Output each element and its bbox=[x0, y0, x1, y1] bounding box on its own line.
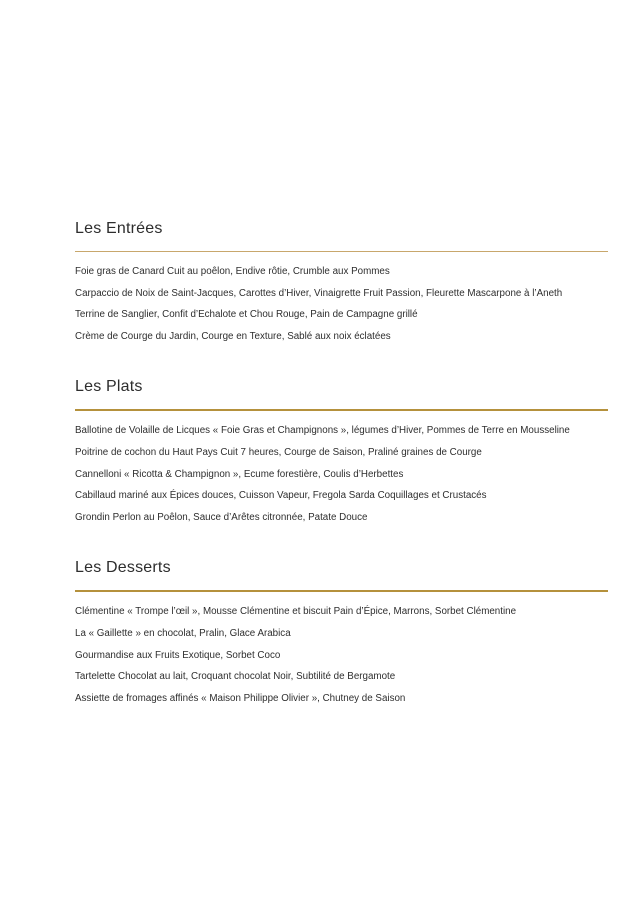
item-list-plats bbox=[75, 420, 608, 528]
section-heading-plats: Les Plats bbox=[75, 378, 143, 396]
item-list-entrees bbox=[75, 261, 608, 347]
menu-item: Poitrine de cochon du Haut Pays Cuit 7 heures, Courge de Saison, Praliné graines de Courge bbox=[75, 446, 482, 458]
section-entrees bbox=[75, 219, 608, 347]
section-desserts bbox=[75, 558, 608, 709]
menu-item: Clémentine « Trompe l’œil », Mousse Clémentine et biscuit Pain d’Épice, Marrons, Sorbet Clémentine bbox=[75, 606, 517, 618]
menu-item: Crème de Courge du Jardin, Courge en Texture, Sablé aux noix éclatées bbox=[75, 330, 391, 342]
item-list-desserts bbox=[75, 601, 608, 709]
section-rule-plats bbox=[75, 409, 608, 411]
menu-content bbox=[75, 0, 608, 709]
menu-item: Foie gras de Canard Cuit au poêlon, Endive rôtie, Crumble aux Pommes bbox=[75, 266, 390, 277]
menu-item: Cannelloni « Ricotta & Champignon », Ecume forestière, Coulis d’Herbettes bbox=[75, 468, 404, 480]
menu-item: Cabillaud mariné aux Épices douces, Cuisson Vapeur, Fregola Sarda Coquillages et Crustacés bbox=[75, 490, 487, 502]
menu-item: Gourmandise aux Fruits Exotique, Sorbet Coco bbox=[75, 649, 281, 661]
menu-item: Assiette de fromages affinés « Maison Philippe Olivier », Chutney de Saison bbox=[75, 692, 406, 704]
menu-item: Tartelette Chocolat au lait, Croquant chocolat Noir, Subtilité de Bergamote bbox=[75, 671, 396, 683]
menu-item: Carpaccio de Noix de Saint-Jacques, Carottes d’Hiver, Vinaigrette Fruit Passion, Fleurette Mascarpone à l’Aneth bbox=[75, 287, 563, 299]
section-heading-desserts: Les Desserts bbox=[75, 559, 171, 577]
section-plats bbox=[75, 377, 608, 528]
menu-item: Ballotine de Volaille de Licques « Foie Gras et Champignons », légumes d’Hiver, Pommes de Terre en Mousseline bbox=[75, 425, 570, 437]
section-heading-entrees: Les Entrées bbox=[75, 220, 163, 237]
menu-item: Grondin Perlon au Poêlon, Sauce d’Arêtes citronnée, Patate Douce bbox=[75, 511, 368, 523]
menu-item: Terrine de Sanglier, Confit d’Echalote et Chou Rouge, Pain de Campagne grillé bbox=[75, 309, 418, 321]
section-rule-desserts bbox=[75, 590, 608, 592]
section-rule-entrees bbox=[75, 251, 608, 252]
menu-item: La « Gaillette » en chocolat, Pralin, Glace Arabica bbox=[75, 627, 291, 639]
